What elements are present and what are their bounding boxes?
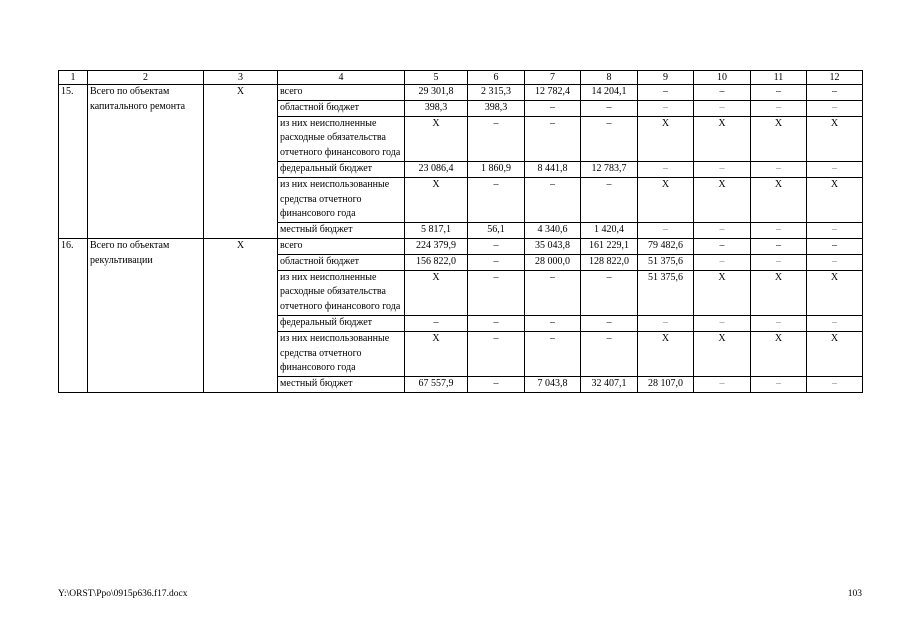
- value-cell-col8: 14 204,1: [581, 85, 638, 101]
- value-cell-col6: 398,3: [468, 100, 525, 116]
- row-number: 16.: [59, 238, 88, 392]
- value-cell-col8: 161 229,1: [581, 238, 638, 254]
- funding-source-label: федеральный бюджет: [278, 315, 405, 331]
- value-cell-col12: –: [807, 85, 863, 101]
- value-cell-col10: –: [694, 100, 751, 116]
- value-cell-col12: Х: [807, 116, 863, 161]
- value-cell-col5: Х: [405, 270, 468, 315]
- value-cell-col5: 156 822,0: [405, 254, 468, 270]
- funding-source-label: всего: [278, 85, 405, 101]
- budget-table: [58, 70, 863, 393]
- value-cell-col10: –: [694, 238, 751, 254]
- column-header-5: 5: [405, 71, 468, 85]
- footer-page-number: 103: [847, 589, 862, 599]
- value-cell-col10: Х: [694, 116, 751, 161]
- value-cell-col11: Х: [751, 331, 807, 376]
- value-cell-col5: Х: [405, 116, 468, 161]
- value-cell-col7: –: [525, 315, 581, 331]
- column-3-value: Х: [204, 238, 278, 392]
- column-3-value: Х: [204, 85, 278, 239]
- value-cell-col6: –: [468, 254, 525, 270]
- value-cell-col7: –: [525, 116, 581, 161]
- value-cell-col11: –: [751, 315, 807, 331]
- value-cell-col10: –: [694, 315, 751, 331]
- value-cell-col6: –: [468, 238, 525, 254]
- value-cell-col9: –: [638, 85, 694, 101]
- object-group-name: Всего по объектам рекультивации: [88, 238, 204, 392]
- funding-source-label: из них неиспользованные средства отчетного финансового года: [278, 331, 405, 376]
- value-cell-col6: –: [468, 270, 525, 315]
- column-header-12: 12: [807, 71, 863, 85]
- column-header-4: 4: [278, 71, 405, 85]
- funding-source-label: федеральный бюджет: [278, 161, 405, 177]
- value-cell-col11: Х: [751, 177, 807, 222]
- value-cell-col5: 224 379,9: [405, 238, 468, 254]
- value-cell-col10: Х: [694, 331, 751, 376]
- value-cell-col12: –: [807, 161, 863, 177]
- value-cell-col8: –: [581, 315, 638, 331]
- value-cell-col9: 28 107,0: [638, 377, 694, 393]
- funding-source-label: из них неисполненные расходные обязательства отчетного финансового года: [278, 116, 405, 161]
- value-cell-col6: –: [468, 177, 525, 222]
- value-cell-col12: Х: [807, 177, 863, 222]
- value-cell-col9: –: [638, 223, 694, 239]
- value-cell-col10: –: [694, 377, 751, 393]
- value-cell-col7: –: [525, 270, 581, 315]
- value-cell-col7: 7 043,8: [525, 377, 581, 393]
- table-row: [59, 85, 863, 101]
- funding-source-label: местный бюджет: [278, 377, 405, 393]
- column-header-11: 11: [751, 71, 807, 85]
- value-cell-col6: –: [468, 116, 525, 161]
- funding-source-label: областной бюджет: [278, 100, 405, 116]
- value-cell-col8: –: [581, 100, 638, 116]
- value-cell-col7: –: [525, 177, 581, 222]
- value-cell-col9: Х: [638, 331, 694, 376]
- value-cell-col7: 8 441,8: [525, 161, 581, 177]
- value-cell-col7: –: [525, 100, 581, 116]
- value-cell-col10: Х: [694, 270, 751, 315]
- value-cell-col12: –: [807, 254, 863, 270]
- value-cell-col9: Х: [638, 116, 694, 161]
- value-cell-col6: 2 315,3: [468, 85, 525, 101]
- value-cell-col10: –: [694, 223, 751, 239]
- column-header-row: [59, 71, 863, 85]
- value-cell-col8: –: [581, 270, 638, 315]
- column-header-8: 8: [581, 71, 638, 85]
- column-header-6: 6: [468, 71, 525, 85]
- funding-source-label: всего: [278, 238, 405, 254]
- value-cell-col8: –: [581, 116, 638, 161]
- value-cell-col6: 1 860,9: [468, 161, 525, 177]
- value-cell-col9: –: [638, 100, 694, 116]
- value-cell-col6: –: [468, 315, 525, 331]
- value-cell-col8: –: [581, 177, 638, 222]
- column-header-2: 2: [88, 71, 204, 85]
- value-cell-col9: 51 375,6: [638, 270, 694, 315]
- value-cell-col12: Х: [807, 331, 863, 376]
- value-cell-col9: –: [638, 161, 694, 177]
- column-header-9: 9: [638, 71, 694, 85]
- funding-source-label: местный бюджет: [278, 223, 405, 239]
- value-cell-col11: –: [751, 238, 807, 254]
- value-cell-col12: –: [807, 100, 863, 116]
- value-cell-col5: 23 086,4: [405, 161, 468, 177]
- value-cell-col5: 5 817,1: [405, 223, 468, 239]
- value-cell-col7: 35 043,8: [525, 238, 581, 254]
- value-cell-col9: 79 482,6: [638, 238, 694, 254]
- funding-source-label: из них неиспользованные средства отчетного финансового года: [278, 177, 405, 222]
- value-cell-col11: –: [751, 254, 807, 270]
- column-header-1: 1: [59, 71, 88, 85]
- value-cell-col5: Х: [405, 177, 468, 222]
- value-cell-col10: –: [694, 85, 751, 101]
- footer-file-path: Y:\ORST\Ppo\0915p636.f17.docx: [58, 589, 188, 599]
- column-header-10: 10: [694, 71, 751, 85]
- value-cell-col10: Х: [694, 177, 751, 222]
- value-cell-col12: –: [807, 315, 863, 331]
- value-cell-col8: 128 822,0: [581, 254, 638, 270]
- value-cell-col11: –: [751, 223, 807, 239]
- funding-source-label: областной бюджет: [278, 254, 405, 270]
- table-row: [59, 238, 863, 254]
- value-cell-col11: –: [751, 100, 807, 116]
- value-cell-col7: 4 340,6: [525, 223, 581, 239]
- value-cell-col9: Х: [638, 177, 694, 222]
- value-cell-col11: Х: [751, 116, 807, 161]
- table-body: [59, 71, 863, 393]
- value-cell-col8: 32 407,1: [581, 377, 638, 393]
- value-cell-col8: –: [581, 331, 638, 376]
- value-cell-col11: –: [751, 85, 807, 101]
- value-cell-col11: –: [751, 161, 807, 177]
- value-cell-col12: –: [807, 223, 863, 239]
- value-cell-col7: 28 000,0: [525, 254, 581, 270]
- funding-source-label: из них неисполненные расходные обязательства отчетного финансового года: [278, 270, 405, 315]
- value-cell-col6: –: [468, 377, 525, 393]
- value-cell-col7: –: [525, 331, 581, 376]
- value-cell-col5: 398,3: [405, 100, 468, 116]
- value-cell-col11: Х: [751, 270, 807, 315]
- value-cell-col10: –: [694, 254, 751, 270]
- column-header-3: 3: [204, 71, 278, 85]
- value-cell-col5: 67 557,9: [405, 377, 468, 393]
- value-cell-col12: –: [807, 238, 863, 254]
- value-cell-col6: –: [468, 331, 525, 376]
- value-cell-col9: 51 375,6: [638, 254, 694, 270]
- object-group-name: Всего по объектам капитального ремонта: [88, 85, 204, 239]
- value-cell-col12: Х: [807, 270, 863, 315]
- value-cell-col6: 56,1: [468, 223, 525, 239]
- column-header-7: 7: [525, 71, 581, 85]
- value-cell-col10: –: [694, 161, 751, 177]
- value-cell-col7: 12 782,4: [525, 85, 581, 101]
- value-cell-col5: 29 301,8: [405, 85, 468, 101]
- value-cell-col5: Х: [405, 331, 468, 376]
- value-cell-col8: 1 420,4: [581, 223, 638, 239]
- value-cell-col11: –: [751, 377, 807, 393]
- value-cell-col12: –: [807, 377, 863, 393]
- value-cell-col8: 12 783,7: [581, 161, 638, 177]
- value-cell-col9: –: [638, 315, 694, 331]
- value-cell-col5: –: [405, 315, 468, 331]
- row-number: 15.: [59, 85, 88, 239]
